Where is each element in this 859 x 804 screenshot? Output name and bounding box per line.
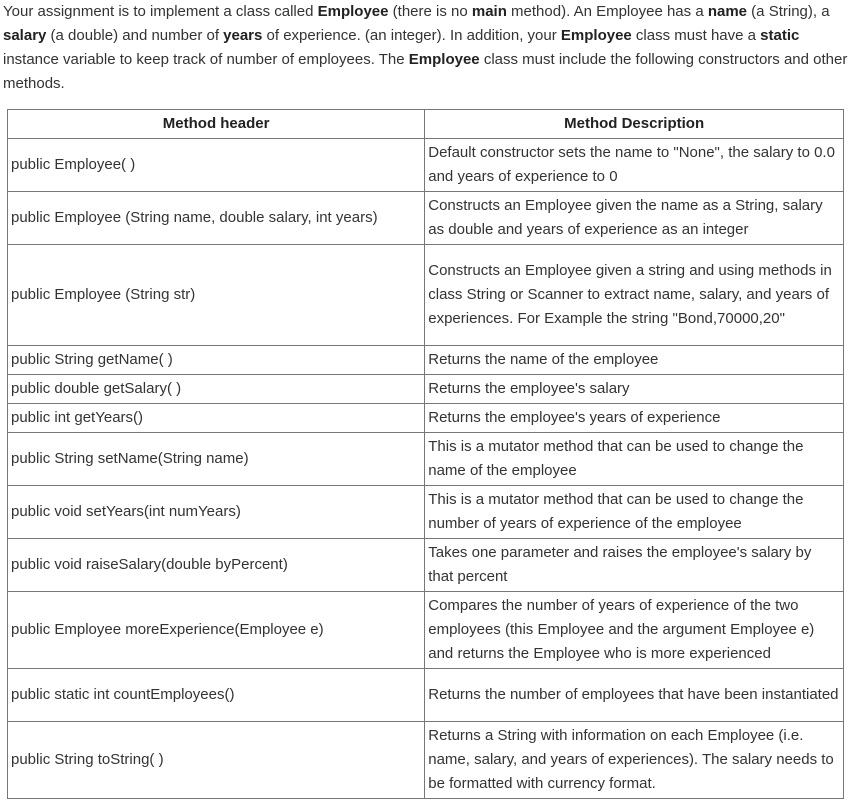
table-row xyxy=(8,346,844,375)
method-description-cell: Returns the employee's salary xyxy=(425,375,844,404)
intro-text: (a double) and number of xyxy=(46,27,224,44)
table-row xyxy=(8,486,844,539)
method-header-cell: public Employee( ) xyxy=(8,139,425,192)
intro-text: class must have a xyxy=(631,27,761,44)
intro-bold: Employee xyxy=(317,3,389,20)
column-header-description: Method Description xyxy=(425,110,844,139)
method-header-cell: public void raiseSalary(double byPercent) xyxy=(8,539,425,592)
method-description-cell: This is a mutator method that can be used to change the name of the employee xyxy=(425,433,844,486)
intro-text: (there is no xyxy=(388,3,472,20)
table-row xyxy=(8,592,844,669)
method-header-cell: public void setYears(int numYears) xyxy=(8,486,425,539)
method-description-cell: Constructs an Employee given a string and using methods in class String or Scanner to extract name, salary, and years of experiences. For Example the string "Bond,70000,20" xyxy=(425,245,844,346)
method-description-cell: Returns the number of employees that have been instantiated xyxy=(425,669,844,722)
method-header-cell: public Employee moreExperience(Employee e) xyxy=(8,592,425,669)
intro-bold: static xyxy=(760,27,800,44)
table-row xyxy=(8,192,844,245)
intro-text: instance variable to keep track of number of employees. The xyxy=(3,51,409,68)
intro-text: Your assignment is to implement a class called xyxy=(3,3,318,20)
method-description-cell: Returns the name of the employee xyxy=(425,346,844,375)
intro-text: (a String), a xyxy=(747,3,830,20)
intro-text: method). An Employee has a xyxy=(506,3,708,20)
table-row xyxy=(8,139,844,192)
intro-bold: Employee xyxy=(408,51,480,68)
method-header-cell: public String toString( ) xyxy=(8,722,425,799)
method-description-cell: Default constructor sets the name to "None", the salary to 0.0 and years of experience to 0 xyxy=(425,139,844,192)
method-header-cell: public Employee (String str) xyxy=(8,245,425,346)
intro-bold: Employee xyxy=(560,27,632,44)
method-description-cell: Constructs an Employee given the name as a String, salary as double and years of experience as an integer xyxy=(425,192,844,245)
method-header-cell: public String setName(String name) xyxy=(8,433,425,486)
method-description-cell: Compares the number of years of experience of the two employees (this Employee and the argument Employee e) and returns the Employee who is more experienced xyxy=(425,592,844,669)
table-row xyxy=(8,404,844,433)
assignment-intro xyxy=(0,0,848,96)
table-row xyxy=(8,375,844,404)
table-row xyxy=(8,722,844,799)
method-table xyxy=(7,109,844,799)
intro-text: of experience. (an integer). In addition, your xyxy=(262,27,561,44)
intro-bold: salary xyxy=(3,27,47,44)
method-header-cell: public double getSalary( ) xyxy=(8,375,425,404)
table-row xyxy=(8,245,844,346)
intro-text: class must include the following constructors and other methods. xyxy=(3,51,848,92)
method-header-cell: public int getYears() xyxy=(8,404,425,433)
method-description-cell: Returns the employee's years of experience xyxy=(425,404,844,433)
method-description-cell: This is a mutator method that can be used to change the number of years of experience of the employee xyxy=(425,486,844,539)
method-description-cell: Returns a String with information on each Employee (i.e. name, salary, and years of experiences). The salary needs to be formatted with currency format. xyxy=(425,722,844,799)
table-header-row xyxy=(8,110,844,139)
table-row xyxy=(8,539,844,592)
method-header-cell: public static int countEmployees() xyxy=(8,669,425,722)
intro-bold: years xyxy=(223,27,263,44)
intro-bold: main xyxy=(471,3,507,20)
table-row xyxy=(8,669,844,722)
table-row xyxy=(8,433,844,486)
method-header-cell: public Employee (String name, double salary, int years) xyxy=(8,192,425,245)
method-description-cell: Takes one parameter and raises the employee's salary by that percent xyxy=(425,539,844,592)
intro-bold: name xyxy=(707,3,748,20)
method-header-cell: public String getName( ) xyxy=(8,346,425,375)
column-header-method: Method header xyxy=(8,110,425,139)
